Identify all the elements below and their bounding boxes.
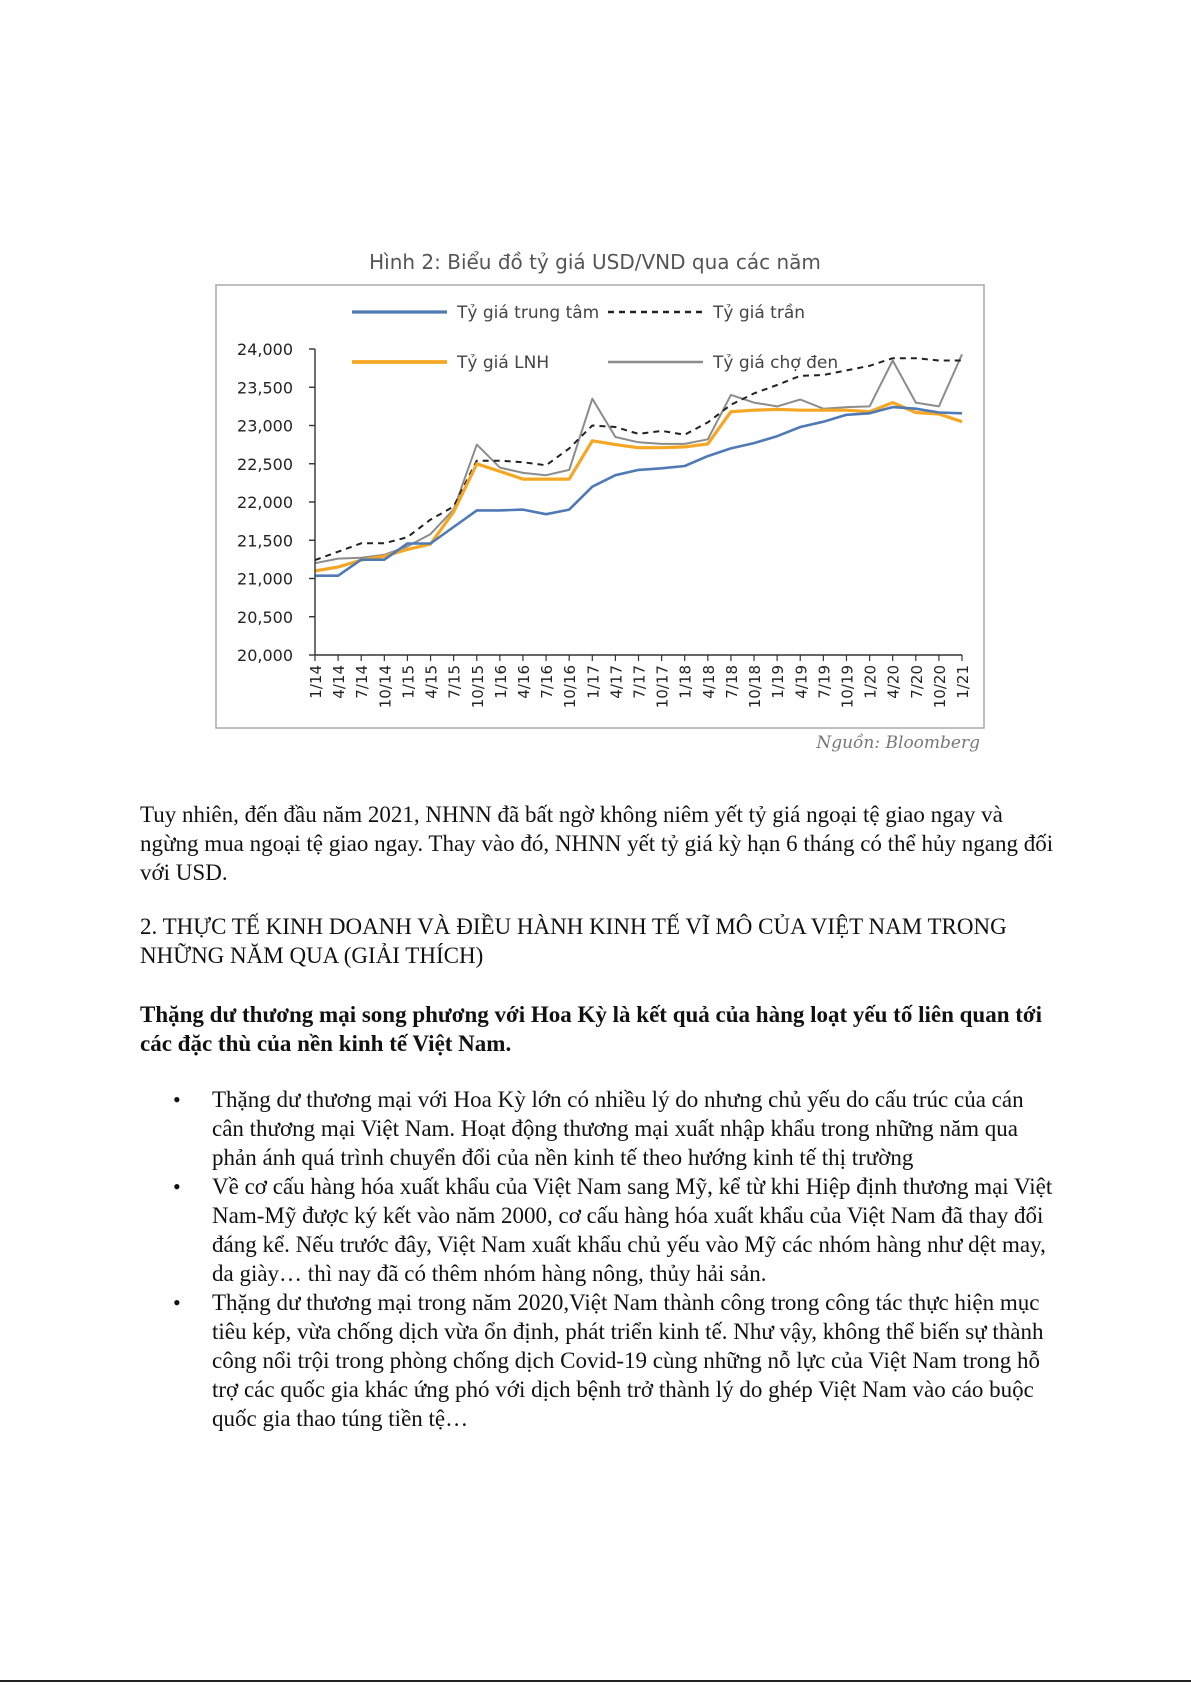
exchange-rate-chart [0, 0, 1191, 760]
x-tick-label: 4/16 [514, 665, 533, 699]
x-tick-label: 1/14 [307, 665, 325, 699]
y-tick-label: 21,500 [237, 531, 293, 551]
x-tick-label: 10/15 [468, 665, 487, 709]
x-tick-label: 10/17 [653, 665, 672, 709]
x-tick-label: 4/18 [699, 665, 718, 699]
section-heading: 2. THỰC TẾ KINH DOANH VÀ ĐIỀU HÀNH KINH TẾ VĨ MÔ CỦA VIỆT NAM TRONG NHỮNG NĂM QUA (GIẢI THÍCH) [140, 914, 1007, 968]
y-tick-label: 20,500 [237, 607, 293, 627]
list-item: • Thặng dư thương mại trong năm 2020,Việt Nam thành công trong công tác thực hiện mục tiêu kép, vừa chống dịch vừa ổn định, phát triển kinh tế. Như vậy, không thể biến sự thành công nổi trội trong phòng chống dịch Covid-19 cùng những nỗ lực của Việt Nam trong hỗ trợ các quốc gia khác ứng phó với dịch bệnh trở thành lý do ghép Việt Nam vào cáo buộc quốc gia thao túng tiền tệ… [140, 1288, 1060, 1433]
x-tick-label: 10/16 [561, 665, 580, 709]
bold-paragraph: Thặng dư thương mại song phương với Hoa Kỳ là kết quả của hàng loạt yếu tố liên quan tới các đặc thù của nền kinh tế Việt Nam. [140, 1002, 1043, 1056]
x-tick-label: 10/19 [838, 665, 857, 709]
x-tick-label: 4/17 [607, 665, 626, 699]
bullet-list [140, 1085, 1060, 1433]
x-tick-label: 1/16 [491, 665, 510, 699]
x-tick-label: 4/14 [330, 665, 349, 699]
x-tick-label: 10/20 [930, 665, 949, 709]
x-tick-label: 7/17 [630, 665, 649, 699]
legend-label: Tỷ giá trung tâm [457, 303, 600, 323]
x-tick-label: 10/14 [376, 665, 395, 709]
y-tick-label: 22,000 [237, 493, 293, 512]
page-divider [0, 1680, 1191, 1682]
x-tick-label: 1/21 [954, 665, 972, 699]
x-tick-label: 7/18 [722, 665, 741, 699]
x-tick-label: 4/19 [792, 665, 811, 699]
y-tick-label: 23,500 [237, 378, 293, 398]
list-item: • Về cơ cấu hàng hóa xuất khẩu của Việt Nam sang Mỹ, kể từ khi Hiệp định thương mại Việt Nam-Mỹ được ký kết vào năm 2000, cơ cấu hàng hóa xuất khẩu của Việt Nam đã thay đổi đáng kể. Nếu trước đây, Việt Nam xuất khẩu chủ yếu vào Mỹ các nhóm hàng như dệt may, da giày… thì nay đã có thêm nhóm hàng nông, thủy hải sản. [140, 1172, 1060, 1288]
figure-source: Nguồn: Bloomberg [816, 733, 980, 753]
x-tick-label: 7/19 [815, 665, 834, 699]
x-tick-label: 7/15 [445, 665, 464, 699]
x-tick-label: 1/15 [399, 665, 418, 699]
paragraph-intro: Tuy nhiên, đến đầu năm 2021, NHNN đã bất ngờ không niêm yết tỷ giá ngoại tệ giao ngay và ngừng mua ngoại tệ giao ngay. Thay vào đó, NHNN yết tỷ giá kỳ hạn 6 tháng có thể hủy ngang đối với USD. [140, 802, 1054, 885]
x-tick-label: 7/20 [907, 665, 926, 699]
x-tick-label: 7/14 [353, 665, 372, 699]
x-tick-label: 10/18 [746, 665, 765, 709]
chart-frame [216, 285, 984, 728]
legend-label: Tỷ giá trần [713, 303, 806, 323]
x-tick-label: 4/20 [884, 665, 903, 699]
list-item: • Thặng dư thương mại với Hoa Kỳ lớn có nhiều lý do nhưng chủ yếu do cấu trúc của cán cân thương mại Việt Nam. Hoạt động thương mại xuất nhập khẩu trong những năm qua phản ánh quá trình chuyển đổi của nền kinh tế theo hướng kinh tế thị trường [140, 1085, 1060, 1172]
x-tick-label: 4/15 [422, 665, 441, 699]
y-tick-label: 21,000 [237, 569, 293, 589]
x-tick-label: 1/18 [676, 665, 695, 699]
legend-label: Tỷ giá chợ đen [713, 353, 839, 373]
y-tick-label: 23,000 [237, 416, 293, 436]
x-tick-label: 1/20 [861, 665, 880, 699]
x-tick-label: 1/19 [769, 665, 788, 699]
legend-label: Tỷ giá LNH [457, 353, 550, 373]
y-tick-label: 24,000 [237, 340, 293, 359]
x-tick-label: 7/16 [538, 665, 557, 699]
figure-caption: Hình 2: Biểu đồ tỷ giá USD/VND qua các năm [369, 250, 821, 274]
x-tick-label: 1/17 [584, 665, 603, 699]
y-tick-label: 22,500 [237, 454, 293, 474]
y-tick-label: 20,000 [237, 646, 293, 665]
